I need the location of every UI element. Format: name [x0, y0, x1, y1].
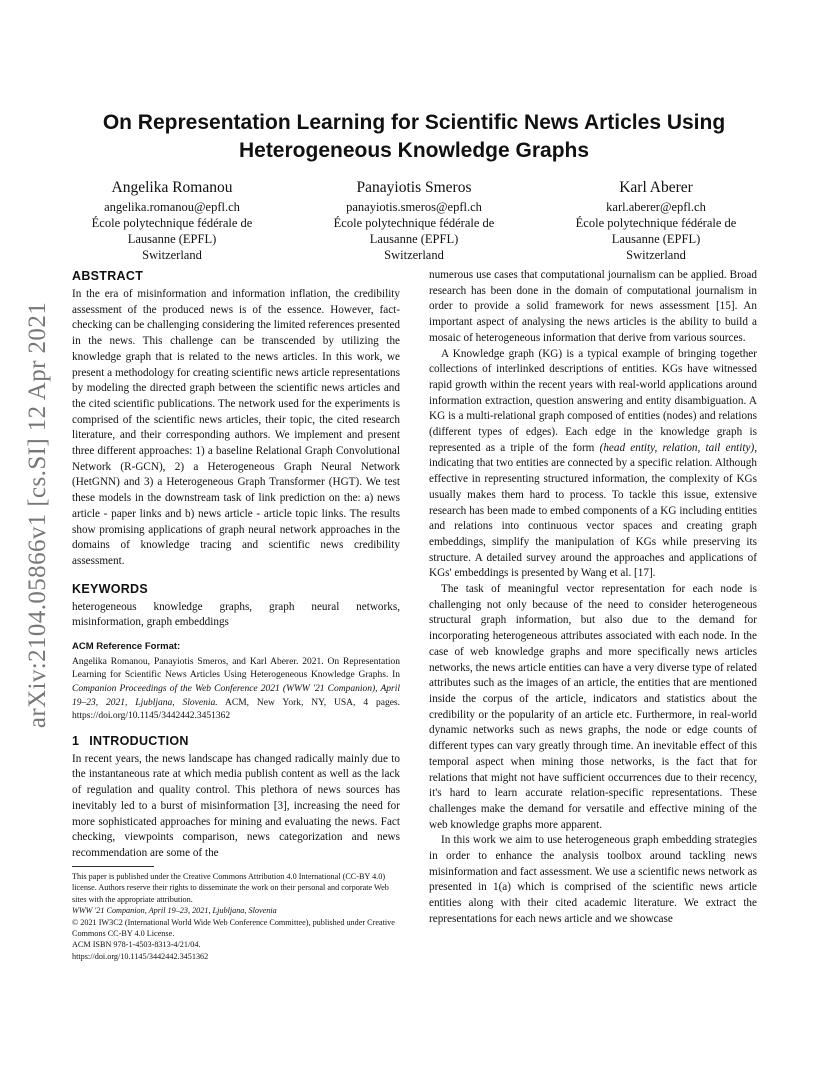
- section-number: 1: [72, 733, 80, 748]
- intro-paragraph-1b: numerous use cases that computational journalism can be applied. Broad research has been done in the domain of computational journalism in order to provide a solid framework for news assessment [15]. An important aspect of analysing the news articles is the ability to build a mosaic of heterogeneous information that derive from various sources.: [429, 269, 757, 344]
- intro-paragraph-1a: In recent years, the news landscape has changed radically mainly due to the instantaneous rate at which media publish content as well as the lack of regulation and quality control. This plethora of news sources has inevitably led to a burst of misinformation [3], increasing the need for more sophisticated approaches for mining and evaluating the news. Fact checking, viewpoints comparison, news categorization and news recommendation are some of the: [72, 752, 400, 859]
- arxiv-identifier-text: arXiv:2104.05866v1 [cs.SI] 12 Apr 2021: [24, 301, 51, 729]
- author-name: Panayiotis Smeros: [356, 179, 472, 196]
- author-affiliation: École polytechnique fédérale de Lausanne (EPFL): [91, 216, 253, 246]
- author-country: Switzerland: [626, 248, 686, 262]
- footnote-copyright: © 2021 IW3C2 (International World Wide Web Conference Committee), published under Creative Commons CC-BY 4.0 License.: [72, 917, 395, 939]
- author-country: Switzerland: [384, 248, 444, 262]
- right-column: [429, 268, 757, 928]
- introduction-heading: [72, 733, 400, 749]
- footnote-venue-text: WWW '21 Companion, April 19–23, 2021, Ljubljana, Slovenia: [72, 906, 277, 916]
- left-column: [72, 268, 400, 862]
- author-country: Switzerland: [142, 248, 202, 262]
- intro-paragraph-3: The task of meaningful vector representation for each node is challenging not only because of the need to consider heterogeneous structural graph information, but also due to the demand for incorporating heterogeneous attributes associated with each node. In the case of web knowledge graphs and more specifically news articles networks, the news article entities can have a very diverse type of related attributes such as the images of an article, the entities that are mentioned inside the corpus of the article, indicators and statistics about the credibility or the popularity of an article etc. Furthermore, in real-world dynamic networks such as news graphs, the node or edge counts of different types can vary greatly through time. An inevitable effect of this temporal aspect when mining those networks, is the fact that for relations that might not have sufficient occurrences due to their recency, it's hard to learn accurate relation-specific representations. These challenges make the demand for versatile and effective mining of the web knowledge graphs more apparent.: [429, 583, 757, 831]
- author-email[interactable]: angelika.romanou@epfl.ch: [104, 200, 240, 214]
- acm-reference-label: ACM Reference Format:: [72, 641, 181, 653]
- author-affiliation: École polytechnique fédérale de Lausanne (EPFL): [575, 216, 737, 246]
- abstract-text: In the era of misinformation and information inflation, the credibility assessment of the produced news is of the essence. However, fact-checking can be challenging considering the limited references presented in the news. This challenge can be transcended by utilizing the knowledge graph that is related to the news articles. In this work, we present a methodology for creating scientific news article representations by modeling the directed graph between the scientific news articles and the cited scientific publications. The network used for the experiments is comprised of the scientific news articles, their topic, the cited research literature, and their corresponding authors. We implement and present three different approaches: 1) a baseline Relational Graph Convolutional Network (R-GCN), 2) a Heterogeneous Graph Neural Network (HetGNN) and 3) a Heterogeneous Graph Transformer (HGT). We test these models in the downstream task of link prediction on the: a) news article - paper links and b) news article - article topic links. The results show promising applications of graph neural network approaches in the domains of knowledge tracing and scientific news credibility assessment.: [72, 288, 400, 567]
- author-1: [72, 178, 272, 263]
- abstract-heading: ABSTRACT: [72, 269, 144, 283]
- author-name: Angelika Romanou: [111, 179, 233, 196]
- intro-paragraph-2-start: A Knowledge graph (KG) is a typical example of bringing together collections of interlinked descriptions of entities. KGs have witnessed rapid growth within the recent years with real-world applications around information extraction, question answering and entity disambiguation. A KG is a multi-relational graph composed of entities (nodes) and relations (different types of edges). Each edge in the knowledge graph is represented as a triple of the form: [429, 347, 757, 454]
- acm-reference-venue: Companion Proceedings of the Web Conference 2021 (WWW '21 Companion), April 19–23, 2021, Ljubljana, Slovenia.: [72, 683, 400, 708]
- author-affiliation: École polytechnique fédérale de Lausanne (EPFL): [333, 216, 495, 246]
- footnote-isbn: ACM ISBN 978-1-4503-8313-4/21/04.: [72, 940, 201, 950]
- acm-reference-text: [72, 656, 400, 724]
- keywords-text: heterogeneous knowledge graphs, graph neural networks, misinformation, graph embeddings: [72, 600, 400, 629]
- author-email[interactable]: panayiotis.smeros@epfl.ch: [346, 200, 482, 214]
- acm-reference-authors: Angelika Romanou, Panayiotis Smeros, and Karl Aberer. 2021. On Representation Learning for Scientific News Articles Using Heterogeneous Knowledge Graphs. In: [72, 656, 400, 681]
- footnote-license: This paper is published under the Creative Commons Attribution 4.0 International (CC-BY 4.0) license. Authors reserve their rights to disseminate the work on their personal and corporate Web sites with the appropriate attribution.: [72, 872, 389, 904]
- keywords-heading: KEYWORDS: [72, 581, 149, 596]
- author-block: [72, 178, 756, 263]
- footnote-rule: [72, 866, 154, 867]
- paper-title: On Representation Learning for Scientific News Articles Using Heterogeneous Knowledge Graphs: [102, 111, 726, 162]
- intro-paragraph-2: [429, 347, 757, 583]
- arxiv-identifier: [20, 300, 56, 730]
- footnote-venue: [72, 905, 400, 916]
- author-name: Karl Aberer: [619, 179, 693, 196]
- author-email[interactable]: karl.aberer@epfl.ch: [606, 200, 706, 214]
- section-title: INTRODUCTION: [89, 733, 189, 748]
- footnote: [72, 866, 400, 962]
- acm-reference-details: ACM, New York, NY, USA, 4 pages. https://doi.org/10.1145/3442442.3451362: [72, 697, 400, 722]
- intro-paragraph-2-triple: (head entity, relation, tail entity): [599, 441, 755, 454]
- intro-paragraph-2-end: , indicating that two entities are connected by a specific relation. Although effective in representing structured information, the complexity of KGs usually makes them hard to process. To tackle this issue, extensive research has been made to embed components of a KG including entities and relations into continuous vector spaces and creating graph embeddings, simplify the manipulation of KGs while preserving its structure. A detailed survey around the approaches and applications of KGs' embeddings is presented by Wang et al. [17].: [429, 441, 757, 580]
- intro-paragraph-4: In this work we aim to use heterogeneous graph embedding strategies in order to enhance the analysis toolbox around tackling news misinformation and fact assessment. We use a scientific news network as presented in 1(a) which is comprised of the scientific news article entities along with their cited academic literature. We extract the representations for each news article and we showcase: [429, 834, 757, 925]
- footnote-doi[interactable]: https://doi.org/10.1145/3442442.3451362: [72, 951, 209, 961]
- author-3: [556, 178, 756, 263]
- author-2: [314, 178, 514, 263]
